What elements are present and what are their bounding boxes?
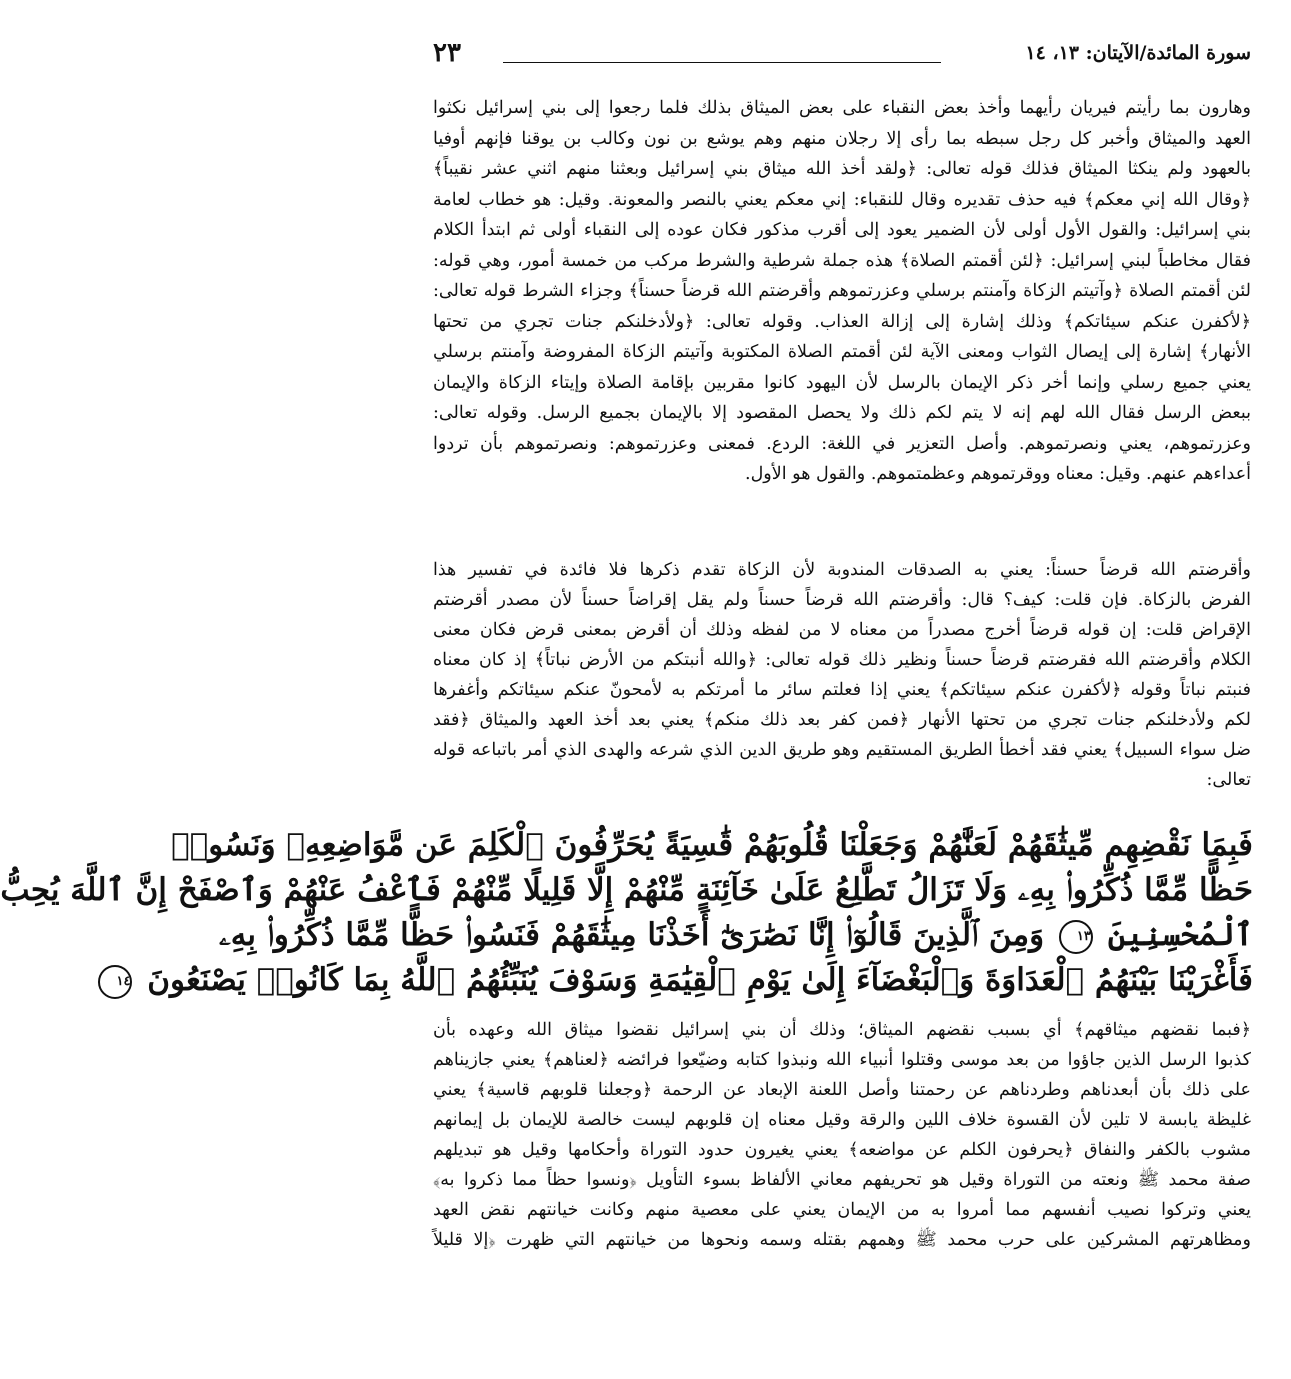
text-line: وأقرضتم الله قرضاً حسناً: يعني به الصدقات المندوبة لأن الزكاة تقدم ذكرها فلا فائدة في تفسير هذا	[433, 560, 1251, 580]
text-line: الإقراض قلت: إن قوله قرضاً أخرج مصدراً من معناه لا من لفظه وذلك أن أقرض بمعنى قرض فكان معنى	[433, 620, 1251, 640]
text-line: ﴿لأكفرن عنكم سيئاتكم﴾ وذلك إشارة إلى إزالة العذاب. وقوله تعالى: ﴿ولأدخلنكم جنات تجري من تحتها	[433, 311, 1251, 332]
text-line: الفرض بالزكاة. فإن قلت: كيف؟ قال: وأقرضتم الله قرضاً حسناً ولم يقل إقراضاً حسناً لأن مصدر أقرضتم	[433, 590, 1251, 610]
text-line: مشوب بالكفر والنفاق ﴿يحرفون الكلم عن مواضعه﴾ يعني يغيرون حدود التوراة وأحكامها وقيل هو تبديلهم	[433, 1140, 1251, 1160]
text-line: ببعض الرسل فقال الله لهم إنه لا يتم لكم ذلك ولا يحصل المقصود إلا بالإيمان بجميع الرسل. وقوله تعالى:	[433, 403, 1251, 423]
text-line: على ذلك بأن أبعدناهم وطردناهم عن رحمتنا وأصل اللعنة الإبعاد عن الرحمة ﴿وجعلنا قلوبهم قاسية﴾ يعني	[433, 1080, 1251, 1100]
verse-line: حَظًّا مِّمَّا ذُكِّرُوا۟ بِهِۦ وَلَا تَزَالُ تَطَّلِعُ عَلَىٰ خَآئِنَةٍ مِّنْهُمْ إِلَّا قَلِيلًا مِّنْهُمْ فَٱعْفُ عَنْهُمْ وَٱصْفَحْ إِنَّ ٱللَّهَ يُحِبُّ	[0, 872, 1253, 908]
text-line: العهد والميثاق وأخبر كل رجل سبطه بما رأى إلا رجلان منهم وهم يوشع بن نون وكالب بن يوقنا فإنهم أوفيا	[433, 128, 1251, 149]
text-line: يعني جميع رسلي وإنما أخر ذكر الإيمان بالرسل لأن اليهود كانوا مقربين بإقامة الصلاة وإيتاء الزكاة والإيمان	[433, 372, 1251, 393]
text-line: وهارون بما رأيتم فيريان رأيهما وأخذ بعض النقباء على بعض الميثاق بذلك فلما رجعوا إلى بني إسرائيل نكثوا	[433, 98, 1251, 118]
verse-segment: ٱلْمُحْسِنِينَ	[1107, 917, 1253, 953]
text-line: فقال مخاطباً لبني إسرائيل: ﴿لئن أقمتم الصلاة﴾ هذه جملة شرطية والشرط مركب من خمسة أمور، وهي قوله:	[433, 250, 1251, 271]
verse-segment: فَأَغْرَيْنَا بَيْنَهُمُ ٱلْعَدَاوَةَ وَٱلْبَغْضَآءَ إِلَىٰ يَوْمِ ٱلْقِيَٰمَةِ وَسَوْفَ يُنَبِّئُهُمُ ٱللَّهُ بِمَا كَانُوا۟ يَصْنَعُونَ	[147, 962, 1253, 998]
quran-verses	[0, 823, 1253, 1003]
ayah-number-mark: ١٣	[1059, 920, 1093, 954]
verse-segment: وَمِنَ ٱلَّذِينَ قَالُوٓا۟ إِنَّا نَصَٰرَىٰٓ أَخَذْنَا مِيثَٰقَهُمْ فَنَسُوا۟ حَظًّا مِّمَّا ذُكِّرُوا۟ بِهِۦ	[219, 917, 1045, 953]
text-line: بني إسرائيل: والقول الأول أولى لأن الضمير يعود إلى أقرب مذكور فكان عوده إلى النقباء أولى ثم ابتدأ الكلام	[433, 220, 1251, 240]
commentary-paragraph	[433, 93, 1251, 490]
verse-line	[116, 958, 1253, 1003]
text-line: الأنهار﴾ إشارة إلى إيصال الثواب ومعنى الآية لئن أقمتم الصلاة المكتوبة وآتيتم الزكاة المفروضة وآمنتم برسلي	[433, 342, 1251, 362]
header-rule	[503, 62, 941, 63]
text-line: ومظاهرتهم المشركين على حرب محمد ﷺ وهمهم بقتله وسمه ونحوها من خيانتهم التي ظهرت ﴿إلا قليلاً	[433, 1230, 1251, 1250]
text-line: أعداءهم عنهم. وقيل: معناه ووقرتموهم وعظمتموهم. والقول هو الأول.	[745, 464, 1251, 484]
text-line: الكلام وأقرضتم الله فقرضتم قرضاً حسناً ونظير ذلك قوله تعالى: ﴿والله أنبتكم من الأرض نباتاً﴾ إذ كان معناه	[433, 650, 1251, 670]
commentary-paragraph	[433, 1015, 1251, 1255]
text-line: ﴿فبما نقضهم ميثاقهم﴾ أي بسبب نقضهم الميثاق؛ وذلك أن بني إسرائيل نقضوا ميثاق الله وعهده بأن	[433, 1020, 1251, 1040]
text-line: لكم ولأدخلنكم جنات تجري من تحتها الأنهار ﴿فمن كفر بعد ذلك منكم﴾ يعني بعد أخذ العهد والميثاق ﴿فقد	[433, 710, 1251, 730]
text-line: كذبوا الرسل الذين جاؤوا من بعد موسى وقتلوا أنبياء الله ونبذوا كتابه وضيّعوا فرائضه ﴿لعناهم﴾ يعني جازيناهم	[433, 1050, 1251, 1070]
text-line: لئن أقمتم الصلاة ﴿وآتيتم الزكاة وآمنتم برسلي وعزرتموهم وأقرضتم الله قرضاً حسناً﴾ وجزاء الشرط قوله تعالى:	[433, 281, 1251, 301]
surah-title: سورة المائدة/الآيتان: ١٣، ١٤	[1025, 42, 1251, 64]
ayah-number-mark: ١٤	[98, 965, 132, 999]
text-line: غليظة يابسة لا تلين لأن القسوة خلاف اللين والرقة وقيل معناه إن قلوبهم ليست خالصة للإيمان بل إيمانهم	[433, 1110, 1251, 1130]
verse-line	[219, 913, 1253, 958]
text-line: يعني وتركوا نصيب أنفسهم مما أمروا به من الإيمان يعني على معصية منهم وكانت خيانتهم نقض العهد	[433, 1200, 1251, 1220]
text-line: ضل سواء السبيل﴾ يعني فقد أخطأ الطريق المستقيم وهو طريق الدين الذي شرعه والهدى الذي أمر باتباعه قوله	[433, 740, 1251, 760]
commentary-paragraph	[433, 555, 1251, 795]
text-line: فنبتم نباتاً وقوله ﴿لأكفرن عنكم سيئاتكم﴾ يعني إذا فعلتم سائر ما أمرتكم به لأمحونّ عنكم سيئاتكم وأغفرها	[433, 680, 1251, 700]
page-number: ٢٣	[433, 38, 461, 68]
text-line: بالعهود ولم ينكثا الميثاق فذلك قوله تعالى: ﴿ولقد أخذ الله ميثاق بني إسرائيل وبعثنا منهم اثني عشر نقيباً﴾	[433, 159, 1251, 179]
text-line: تعالى:	[1206, 770, 1251, 790]
text-line: وعزرتموهم، يعني ونصرتموهم. وأصل التعزير في اللغة: الردع. فمعنى وعزرتموهم: ونصرتموهم بأن تردوا	[433, 433, 1251, 454]
text-line: ﴿وقال الله إني معكم﴾ فيه حذف تقديره وقال للنقباء: إني معكم يعني بالنصر والمعونة. وقيل: هو خطاب لعامة	[433, 189, 1251, 210]
text-line: صفة محمد ﷺ ونعته من التوراة وقيل هو تحريفهم معاني الألفاظ بسوء التأويل ﴿ونسوا حظاً مما ذكروا به﴾	[433, 1170, 1252, 1190]
page-header	[433, 40, 1251, 70]
verse-line: فَبِمَا نَقْضِهِم مِّيثَٰقَهُمْ لَعَنَّٰهُمْ وَجَعَلْنَا قُلُوبَهُمْ قَٰسِيَةً يُحَرِّفُونَ ٱلْكَلِمَ عَن مَّوَاضِعِهِۦ وَنَسُوا۟	[171, 827, 1253, 863]
